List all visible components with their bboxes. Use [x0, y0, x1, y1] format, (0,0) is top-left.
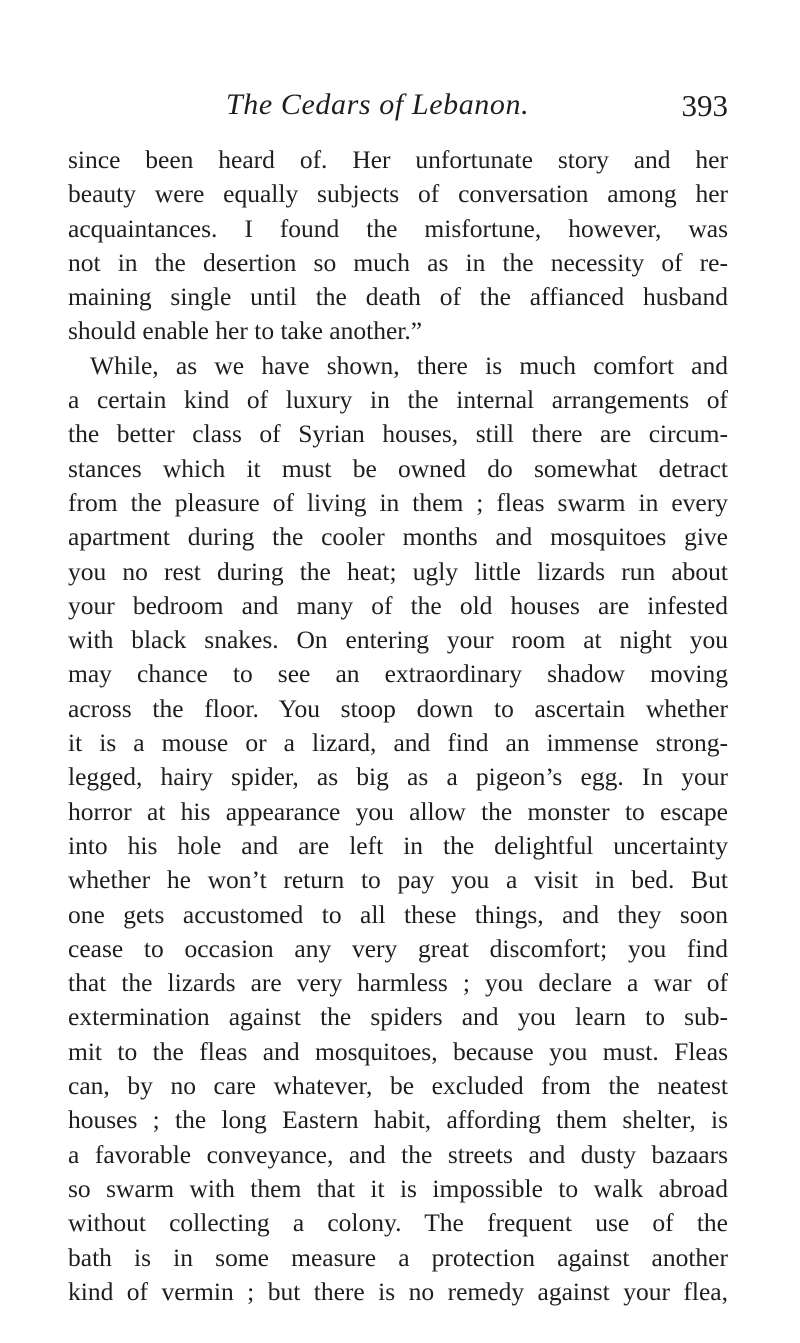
text-line: horror at his appearance you allow the monster to escape [68, 796, 728, 826]
body-text [68, 143, 728, 1309]
text-line: should enable her to take another.” [68, 316, 423, 346]
text-line: houses ; the long Eastern habit, affording them shelter, is [68, 1105, 728, 1135]
text-line: across the floor. You stoop down to ascertain whether [68, 693, 728, 723]
paragraph-1 [68, 143, 728, 349]
text-line: acquaintances. I found the misfortune, however, was [68, 213, 728, 243]
text-line: may chance to see an extraordinary shadow moving [68, 659, 728, 689]
text-line: maining single until the death of the affianced husband [68, 282, 728, 312]
text-line: that the lizards are very harmless ; you declare a war of [68, 968, 728, 998]
text-line: a certain kind of luxury in the internal arrangements of [68, 385, 728, 415]
text-line: cease to occasion any very great discomfort; you find [68, 933, 728, 963]
text-line: While, as we have shown, there is much comfort and [90, 350, 728, 380]
text-line: since been heard of. Her unfortunate story and her [68, 145, 728, 174]
text-line: with black snakes. On entering your room at night you [68, 625, 728, 655]
page-number: 393 [681, 88, 728, 123]
text-line: into his hole and are left in the delightful uncertainty [68, 830, 728, 860]
text-line: apartment during the cooler months and mosquitoes give [68, 522, 728, 552]
text-line: beauty were equally subjects of conversation among her [68, 179, 728, 209]
text-line: can, by no care whatever, be excluded from the neatest [68, 1071, 728, 1101]
text-line: extermination against the spiders and you learn to sub- [68, 1002, 728, 1032]
text-line: mit to the fleas and mosquitoes, because you must. Fleas [68, 1036, 728, 1066]
text-line: stances which it must be owned do somewhat detract [68, 453, 728, 483]
text-line: it is a mouse or a lizard, and find an immense strong- [68, 728, 728, 758]
text-line: your bedroom and many of the old houses are infested [68, 590, 728, 620]
text-line: from the pleasure of living in them ; fleas swarm in every [68, 487, 728, 517]
text-line: one gets accustomed to all these things, and they soon [68, 899, 728, 929]
text-line: the better class of Syrian houses, still there are circum- [68, 419, 728, 449]
text-line: kind of vermin ; but there is no remedy against your flea, [68, 1276, 728, 1306]
text-line: not in the desertion so much as in the necessity of re- [68, 247, 728, 277]
page-header [68, 88, 728, 128]
text-line: a favorable conveyance, and the streets and dusty bazaars [68, 1139, 728, 1169]
paragraph-2 [68, 349, 728, 1309]
text-line: you no rest during the heat; ugly little lizards run about [68, 556, 728, 586]
text-line: bath is in some measure a protection against another [68, 1242, 728, 1272]
text-line: legged, hairy spider, as big as a pigeon’s egg. In your [68, 762, 728, 792]
text-line: without collecting a colony. The frequent use of the [68, 1208, 728, 1238]
text-line: whether he won’t return to pay you a visit in bed. But [68, 865, 728, 895]
running-title: The Cedars of Lebanon. [226, 88, 530, 121]
text-line: so swarm with them that it is impossible to walk abroad [68, 1173, 728, 1203]
